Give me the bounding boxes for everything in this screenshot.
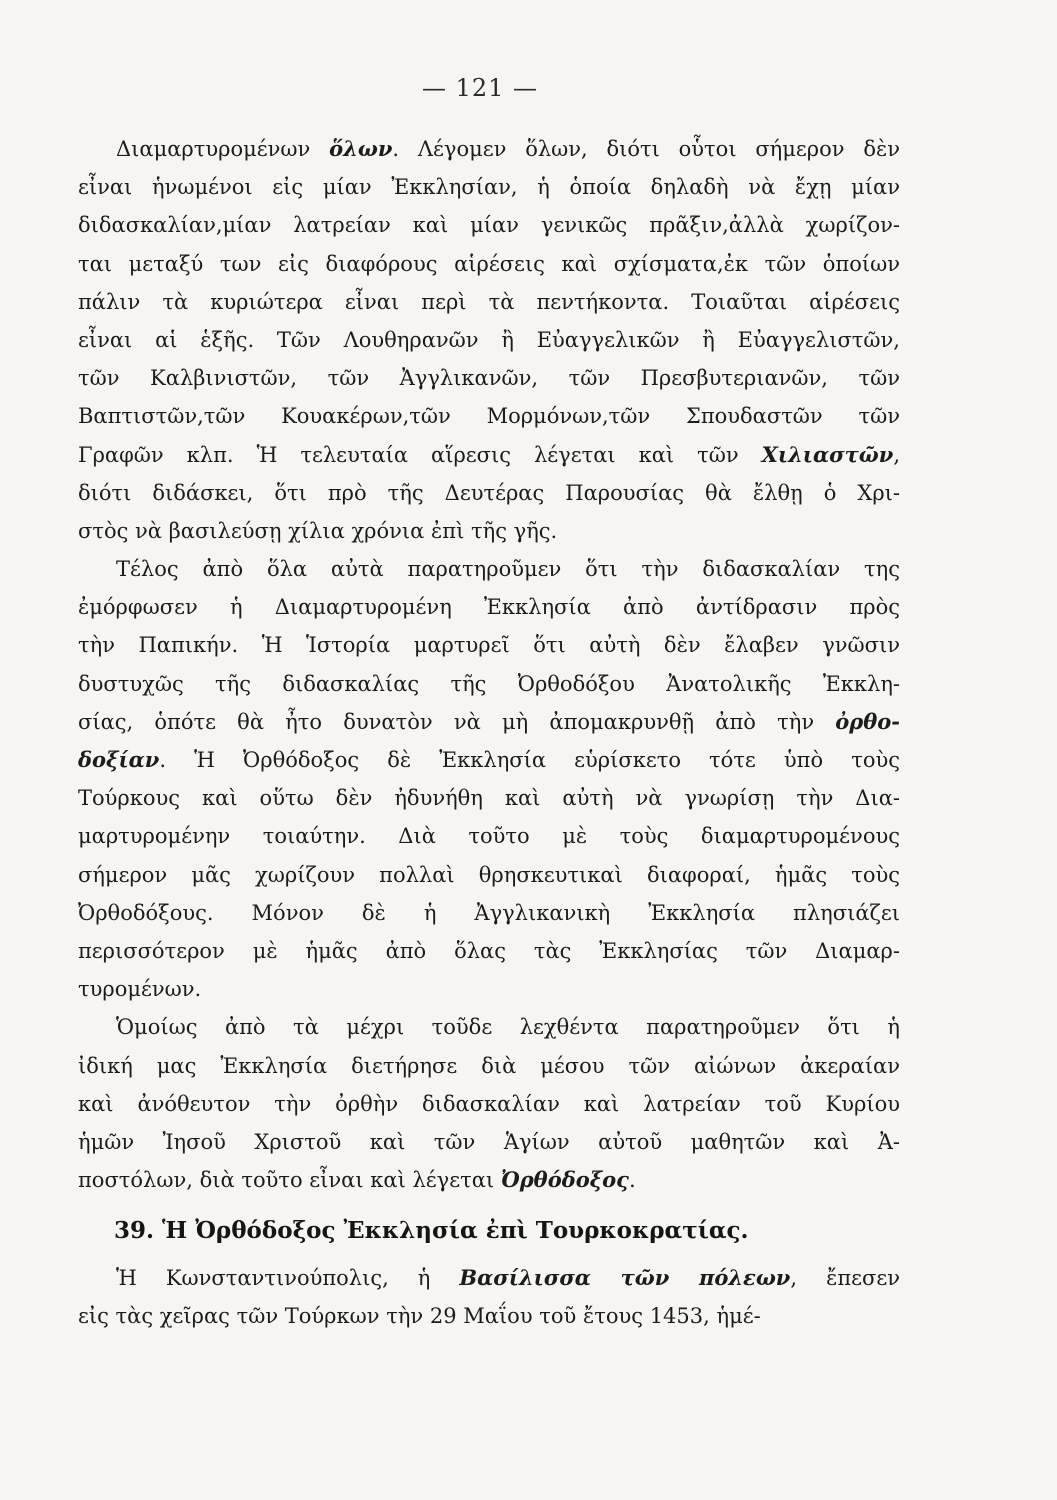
text-run: ἡμῶν Ἰησοῦ Χριστοῦ καὶ τῶν Ἁγίων αὐτοῦ μαθητῶν καὶ Ἀ- bbox=[78, 1129, 900, 1154]
text-line bbox=[78, 1297, 900, 1335]
text-line bbox=[78, 741, 900, 779]
text-line bbox=[78, 206, 900, 244]
text-run: Τέλος ἀπὸ ὅλα αὐτὰ παρατηροῦμεν ὅτι τὴν διδασκαλίαν της bbox=[116, 557, 900, 582]
text-run: ποστόλων, διὰ τοῦτο εἶναι καὶ λέγεται bbox=[78, 1168, 501, 1193]
text-line bbox=[78, 359, 900, 397]
text-line bbox=[78, 970, 900, 1008]
text-line bbox=[78, 512, 900, 550]
text-line bbox=[78, 1161, 900, 1199]
text-line bbox=[78, 1008, 900, 1046]
text-run: ἰδική μας Ἐκκλησία διετήρησε διὰ μέσου τῶν αἰώνων ἀκεραίαν bbox=[78, 1053, 900, 1078]
text-run: δυστυχῶς τῆς διδασκαλίας τῆς Ὀρθοδόξου Ἀνατολικῆς Ἐκκλη- bbox=[78, 671, 900, 696]
text-run: Ὁμοίως ἀπὸ τὰ μέχρι τοῦδε λεχθέντα παρατηροῦμεν ὅτι ἡ bbox=[116, 1015, 900, 1040]
emphasis-text: ὅλων bbox=[329, 136, 393, 161]
text-line bbox=[78, 283, 900, 321]
text-line bbox=[78, 856, 900, 894]
emphasis-text: δοξίαν bbox=[78, 747, 160, 772]
text-run: τῶν Καλβινιστῶν, τῶν Ἀγγλικανῶν, τῶν Πρεσβυτεριανῶν, τῶν bbox=[78, 366, 900, 391]
text-line bbox=[78, 1085, 900, 1123]
text-run: καὶ ἀνόθευτον τὴν ὀρθὴν διδασκαλίαν καὶ λατρείαν τοῦ Κυρίου bbox=[78, 1091, 900, 1116]
text-run: τὴν Παπικήν. Ἡ Ἱστορία μαρτυρεῖ ὅτι αὐτὴ δὲν ἔλαβεν γνῶσιν bbox=[78, 633, 900, 658]
text-line bbox=[78, 626, 900, 664]
text-run: μαρτυρομένην τοιαύτην. Διὰ τοῦτο μὲ τοὺς διαμαρτυρομένους bbox=[78, 824, 900, 849]
text-line bbox=[78, 932, 900, 970]
text-run: . Ἡ Ὀρθόδοξος δὲ Ἐκκλησία εὑρίσκετο τότε ὑπὸ τοὺς bbox=[159, 748, 900, 772]
text-line bbox=[78, 1259, 900, 1297]
text-line bbox=[78, 130, 900, 168]
paragraph bbox=[78, 130, 900, 550]
text-run: Ὀρθοδόξους. Μόνον δὲ ἡ Ἀγγλικανικὴ Ἐκκλησία πλησιάζει bbox=[78, 900, 900, 925]
text-line bbox=[78, 1047, 900, 1085]
text-line bbox=[78, 474, 900, 512]
text-run: σίας, ὁπότε θὰ ἦτο δυνατὸν νὰ μὴ ἀπομακρυνθῇ ἀπὸ τὴν bbox=[78, 709, 836, 734]
text-run: σήμερον μᾶς χωρίζουν πολλαὶ θρησκευτικαὶ διαφοραί, ἡμᾶς τοὺς bbox=[78, 862, 900, 887]
emphasis-text: Χιλιαστῶν bbox=[761, 441, 894, 467]
text-run: Διαμαρτυρομένων bbox=[116, 137, 330, 161]
text-line bbox=[78, 703, 900, 741]
final-paragraph bbox=[78, 1259, 900, 1335]
emphasis-text: ὀρθο- bbox=[835, 708, 900, 734]
text-line bbox=[78, 550, 900, 588]
text-run: Τούρκους καὶ οὕτω δὲν ἠδυνήθη καὶ αὐτὴ νὰ γνωρίσῃ τὴν Δια- bbox=[78, 786, 900, 811]
text-run: . bbox=[628, 1168, 636, 1193]
section-heading: 39. Ἡ Ὀρθόδοξος Ἐκκλησία ἐπὶ Τουρκοκρατίας. bbox=[114, 1217, 749, 1245]
text-run: Γραφῶν κλπ. Ἡ τελευταία αἵρεσις λέγεται καὶ τῶν bbox=[78, 442, 762, 467]
text-line bbox=[78, 665, 900, 703]
paragraph bbox=[78, 1008, 900, 1199]
text-line bbox=[78, 321, 900, 359]
text-line bbox=[78, 397, 900, 435]
text-run: Βαπτιστῶν,τῶν Κουακέρων,τῶν Μορμόνων,τῶν Σπουδαστῶν τῶν bbox=[78, 404, 900, 429]
text-run: . Λέγομεν ὅλων, διότι οὗτοι σήμερον δὲν bbox=[392, 137, 900, 161]
text-line bbox=[78, 779, 900, 817]
paragraphs-container bbox=[78, 130, 900, 1199]
text-line bbox=[78, 588, 900, 626]
page-number: — 121 — bbox=[421, 74, 539, 102]
emphasis-text: Ὀρθόδοξος bbox=[500, 1167, 629, 1193]
text-run: πάλιν τὰ κυριώτερα εἶναι περὶ τὰ πεντήκοντα. Τοιαῦται αἱρέσεις bbox=[78, 289, 900, 314]
emphasis-text: Βασίλισσα τῶν πόλεων bbox=[459, 1265, 791, 1291]
text-run: εἰς τὰς χεῖρας τῶν Τούρκων τὴν 29 Μαΐου τοῦ ἔτους 1453, ἡμέ- bbox=[78, 1304, 761, 1329]
text-line bbox=[78, 245, 900, 283]
text-run: εἶναι ἡνωμένοι εἰς μίαν Ἐκκλησίαν, ἡ ὁποία δηλαδὴ νὰ ἔχῃ μίαν bbox=[78, 175, 900, 200]
text-line bbox=[78, 817, 900, 855]
text-run: , bbox=[893, 442, 900, 467]
text-run: διδασκαλίαν,μίαν λατρείαν καὶ μίαν γενικῶς πρᾶξιν,ἀλλὰ χωρίζον- bbox=[78, 213, 900, 238]
text-run: ἐμόρφωσεν ἡ Διαμαρτυρομένη Ἐκκλησία ἀπὸ ἀντίδρασιν πρὸς bbox=[78, 595, 900, 620]
text-line bbox=[78, 894, 900, 932]
text-run: , ἔπεσεν bbox=[790, 1266, 900, 1291]
body-text bbox=[78, 130, 900, 1336]
text-run: ται μεταξύ των εἰς διαφόρους αἱρέσεις καὶ σχίσματα,ἐκ τῶν ὁποίων bbox=[78, 251, 900, 276]
text-run: Ἡ Κωνσταντινούπολις, ἡ bbox=[116, 1266, 460, 1291]
text-run: τυρομένων. bbox=[78, 977, 202, 1002]
text-run: περισσότερον μὲ ἡμᾶς ἀπὸ ὅλας τὰς Ἐκκλησίας τῶν Διαμαρ- bbox=[78, 938, 900, 963]
text-run: εἶναι αἱ ἑξῆς. Τῶν Λουθηρανῶν ἢ Εὐαγγελικῶν ἢ Εὐαγγελιστῶν, bbox=[78, 327, 900, 352]
text-run: στὸς νὰ βασιλεύσῃ χίλια χρόνια ἐπὶ τῆς γῆς. bbox=[78, 518, 558, 543]
text-run: διότι διδάσκει, ὅτι πρὸ τῆς Δευτέρας Παρουσίας θὰ ἔλθῃ ὁ Χρι- bbox=[78, 480, 900, 505]
text-line bbox=[78, 1123, 900, 1161]
text-line bbox=[78, 436, 900, 474]
text-line bbox=[78, 168, 900, 206]
paragraph bbox=[78, 550, 900, 1008]
